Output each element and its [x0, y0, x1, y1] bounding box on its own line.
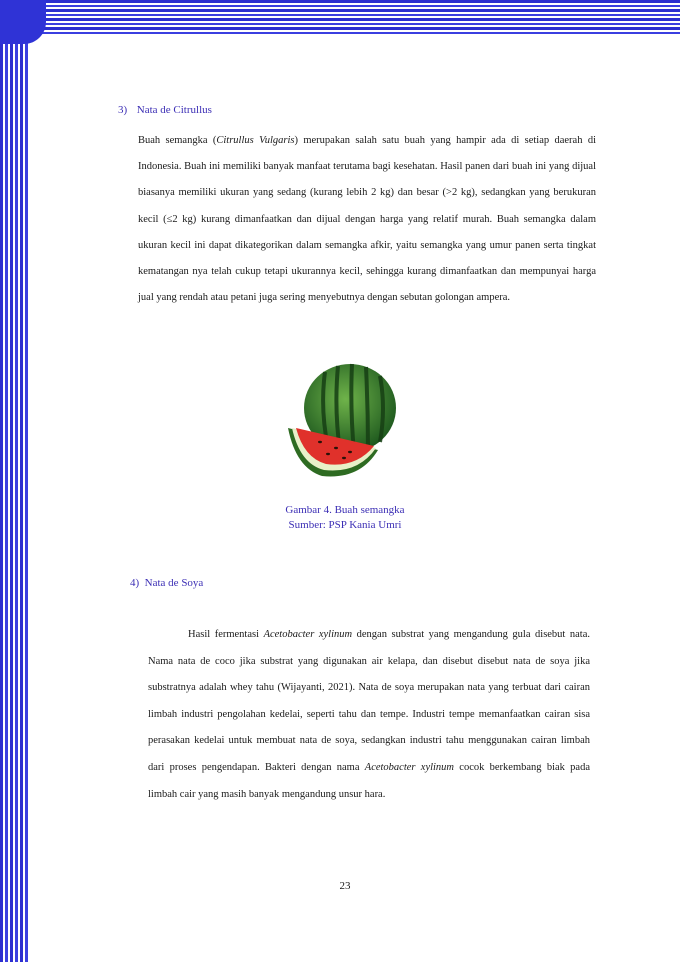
latin-name: Acetobacter xylinum: [263, 629, 353, 640]
section-title: Nata de Citrullus: [136, 104, 212, 116]
latin-name: Acetobacter xylinum: [364, 761, 455, 773]
text-run: ) merupakan salah satu buah yang hampir ada di setiap daerah di Indonesia. Buah ini memiliki banyak manfaat terutama bagi kesehatan. Hasil panen dari buah ini yang dijual biasanya memiliki ukuran yang sedang (kurang lebih 2 kg) dan besar (>2 kg), sedangkan yang berukuran kecil (≤2 kg) kurang dimanfaatkan dan dijual dengan harga yang relatif murah. Buah semangka dalam ukuran kecil ini dapat dikategorikan dalam semangka afkir, yaitu semangka yang umur panen serta tingkat kematangan nya telah cukup tetapi ukurannya kecil, sehingga kurang dimanfaatkan dan mempunyai harga jual yang rendah atau petani juga sering menyebutnya dengan sebutan golongan ampera.: [138, 135, 596, 304]
text-run: cocok berkembang biak pada limbah cair yang masih banyak mengandung unsur hara.: [148, 761, 590, 800]
text-run: dengan substrat yang mengandung gula disebut nata. Nama nata de coco jika substrat yang digunakan air kelapa, dan disebut disebut nata de soya jika substratnya adalah whey tahu (Wijayanti, 2021). Nata de soya merupakan nata yang terbuat dari cairan limbah industri pengolahan kedelai, seperti tahu dan tempe. Industri tempe memanfaatkan cairan sisa perasakan kedelai untuk membuat nata de soya, sedangkan industri tahu menggunakan cairan limbah dari proses pengendapan. Bakteri dengan nama: [148, 629, 591, 773]
latin-name: Citrullus Vulgaris: [216, 135, 295, 146]
section-heading-citrullus: [118, 104, 596, 116]
left-decorative-stripes: [0, 0, 30, 962]
section-citrullus: [118, 104, 596, 311]
text-run: Hasil fermentasi: [188, 629, 264, 640]
corner-ornament: [0, 0, 46, 44]
section-heading-soya: [130, 577, 203, 589]
section-title: Nata de Soya: [144, 577, 204, 589]
section-number: 4): [130, 577, 140, 589]
caption-source: Sumber: PSP Kania Umri: [288, 519, 402, 531]
top-decorative-stripes: [30, 0, 680, 36]
watermelon-image: [280, 358, 400, 488]
section-soya: [118, 622, 590, 808]
caption-title: Gambar 4. Buah semangka: [285, 504, 405, 516]
figure-caption: [230, 503, 460, 533]
text-run: Buah semangka (: [138, 135, 217, 146]
section-number: 3): [118, 104, 128, 116]
paragraph-citrullus: [138, 128, 596, 311]
page-number: 23: [339, 880, 351, 892]
paragraph-soya: [148, 622, 590, 808]
